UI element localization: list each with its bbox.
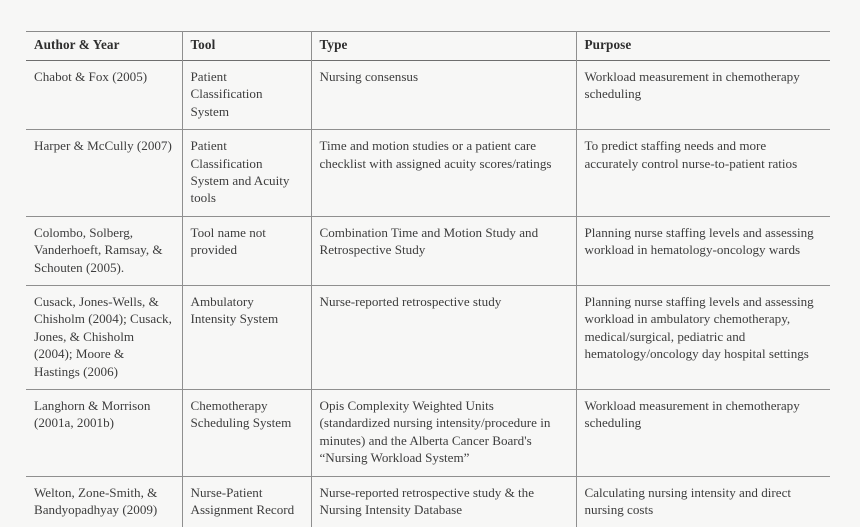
table-body: [26, 60, 830, 527]
cell-type: Nurse-reported retrospective study: [311, 285, 576, 389]
cell-type: Nursing consensus: [311, 60, 576, 129]
cell-type: Combination Time and Motion Study and Retrospective Study: [311, 216, 576, 285]
table-header-row: [26, 32, 830, 61]
cell-type: Time and motion studies or a patient care checklist with assigned acuity scores/ratings: [311, 130, 576, 217]
cell-author: Chabot & Fox (2005): [34, 68, 148, 84]
table-row: [26, 476, 830, 527]
cell-tool: Chemotherapy Scheduling System: [182, 389, 311, 476]
cell-author: Cusack, Jones-Wells, & Chisholm (2004); Cusack, Jones, & Chisholm (2004); Moore & Hastings (2006): [34, 293, 172, 379]
cell-author: Welton, Zone-Smith, & Bandyopadhyay (2009): [34, 484, 158, 518]
table-row: [26, 216, 830, 285]
column-header-author: Author & Year: [34, 37, 120, 52]
cell-author: Colombo, Solberg, Vanderhoeft, Ramsay, & Schouten (2005).: [34, 224, 163, 275]
cell-tool: Nurse-Patient Assignment Record: [182, 476, 311, 527]
cell-purpose: Workload measurement in chemotherapy scheduling: [576, 389, 830, 476]
cell-purpose: To predict staffing needs and more accurately control nurse-to-patient ratios: [576, 130, 830, 217]
cell-type: Opis Complexity Weighted Units (standardized nursing intensity/procedure in minutes) and the Alberta Cancer Board's “Nursing Workload System”: [311, 389, 576, 476]
column-header-purpose: Purpose: [576, 32, 830, 61]
table-row: [26, 389, 830, 476]
cell-purpose: Planning nurse staffing levels and assessing workload in hematology-oncology wards: [576, 216, 830, 285]
cell-purpose: Planning nurse staffing levels and assessing workload in ambulatory chemotherapy, medical/surgical, pediatric and hematology/oncology day hospital settings: [576, 285, 830, 389]
cell-tool: Patient Classification System and Acuity tools: [182, 130, 311, 217]
column-header-tool: Tool: [182, 32, 311, 61]
table-row: [26, 60, 830, 129]
cell-purpose: Workload measurement in chemotherapy scheduling: [576, 60, 830, 129]
cell-tool: Patient Classification System: [182, 60, 311, 129]
cell-tool: Ambulatory Intensity System: [182, 285, 311, 389]
study-summary-table: [26, 31, 830, 527]
column-header-type: Type: [311, 32, 576, 61]
table-row: [26, 130, 830, 217]
cell-type: Nurse-reported retrospective study & the Nursing Intensity Database: [311, 476, 576, 527]
study-table-container: [26, 31, 830, 527]
cell-purpose: Calculating nursing intensity and direct nursing costs: [576, 476, 830, 527]
cell-author: Langhorn & Morrison (2001a, 2001b): [34, 397, 151, 431]
cell-author: Harper & McCully (2007): [34, 138, 172, 154]
table-row: [26, 285, 830, 389]
cell-tool: Tool name not provided: [182, 216, 311, 285]
table-header: [26, 32, 830, 61]
